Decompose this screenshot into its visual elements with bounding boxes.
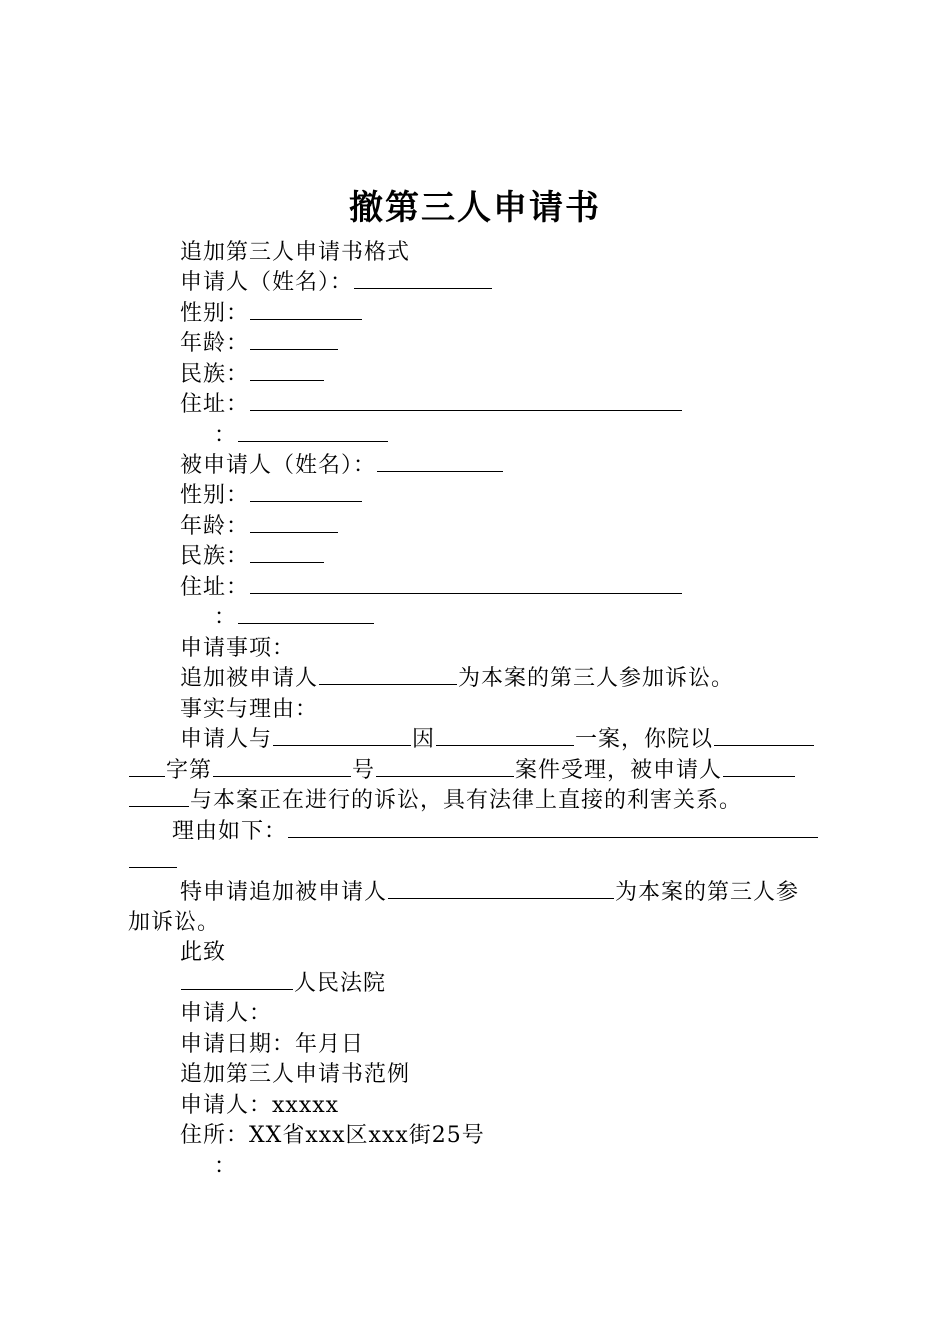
respondent-address-blank xyxy=(250,573,682,594)
example-address: 住所：XX省xxx区xxx街25号 xyxy=(180,1123,485,1148)
reasons-line-2 xyxy=(128,847,178,877)
respondent-extra-colon: ： xyxy=(214,605,238,630)
respondent-name-line xyxy=(180,451,504,481)
facts-text-f: 案件受理，被申请人 xyxy=(515,758,723,783)
respondent-gender-line xyxy=(180,481,363,511)
format-heading: 追加第三人申请书格式 xyxy=(180,240,411,265)
respondent-age-line xyxy=(180,512,339,542)
facts-blank-1 xyxy=(273,725,411,746)
applicant-extra-blank xyxy=(238,421,388,442)
respondent-name-blank xyxy=(377,451,503,472)
reasons-blank-1 xyxy=(288,817,818,838)
request-line xyxy=(180,878,799,908)
reasons-label: 理由如下： xyxy=(172,819,288,844)
matters-text-a: 追加被申请人 xyxy=(180,666,319,691)
facts-text-g: 与本案正在进行的诉讼，具有法律上直接的利害关系。 xyxy=(190,788,743,813)
facts-label: 事实与理由： xyxy=(180,697,319,722)
document-title: 撤第三人申请书 xyxy=(349,188,601,228)
applicant-ethnicity-label: 民族： xyxy=(180,362,250,387)
court-blank xyxy=(181,969,293,990)
request-line-2: 加诉讼。 xyxy=(128,910,221,935)
applicant-name-line xyxy=(180,268,493,298)
matters-text-b: 为本案的第三人参加诉讼。 xyxy=(458,666,735,691)
facts-text-e: 号 xyxy=(352,758,376,783)
applicant-age-blank xyxy=(250,329,338,350)
respondent-gender-label: 性别： xyxy=(180,483,250,508)
applicant-gender-blank xyxy=(250,299,362,320)
request-text-a: 特申请追加被申请人 xyxy=(180,880,388,905)
facts-blank-4 xyxy=(129,756,165,777)
applicant-age-label: 年龄： xyxy=(180,331,250,356)
applicant-name-label: 申请人（姓名）： xyxy=(180,270,354,295)
respondent-extra-line xyxy=(214,603,375,633)
applicant-name-blank xyxy=(354,268,492,289)
respondent-ethnicity-blank xyxy=(250,542,324,563)
applicant-address-blank xyxy=(250,390,682,411)
respondent-extra-blank xyxy=(238,603,374,624)
facts-line-1 xyxy=(180,725,815,755)
applicant-extra-colon: ： xyxy=(214,423,238,448)
respondent-address-label: 住址： xyxy=(180,575,250,600)
court-text: 人民法院 xyxy=(294,971,387,996)
applicant-address-line xyxy=(180,390,683,420)
respondent-ethnicity-label: 民族： xyxy=(180,544,250,569)
facts-text-a: 申请人与 xyxy=(180,727,273,752)
respondent-age-blank xyxy=(250,512,338,533)
facts-blank-8 xyxy=(129,786,189,807)
respondent-age-label: 年龄： xyxy=(180,514,250,539)
applicant-gender-label: 性别： xyxy=(180,301,250,326)
closing-to: 此致 xyxy=(180,940,227,965)
respondent-address-line xyxy=(180,573,683,603)
reasons-line xyxy=(172,817,819,847)
applicant-extra-line xyxy=(214,421,389,451)
applicant-address-label: 住址： xyxy=(180,392,250,417)
facts-text-d: 字第 xyxy=(166,758,213,783)
facts-blank-3 xyxy=(714,725,814,746)
closing-date: 申请日期：年月日 xyxy=(180,1032,365,1057)
facts-line-2 xyxy=(128,756,796,786)
facts-text-c: 一案，你院以 xyxy=(575,727,714,752)
example-colon: ： xyxy=(214,1154,238,1179)
matters-blank xyxy=(319,664,457,685)
closing-applicant: 申请人： xyxy=(180,1001,273,1026)
matters-line xyxy=(180,664,734,694)
request-blank xyxy=(388,878,614,899)
respondent-gender-blank xyxy=(250,481,362,502)
facts-blank-7 xyxy=(723,756,795,777)
court-line xyxy=(180,969,386,999)
request-text-b: 为本案的第三人参 xyxy=(615,880,800,905)
respondent-ethnicity-line xyxy=(180,542,325,572)
applicant-ethnicity-line xyxy=(180,360,325,390)
facts-blank-2 xyxy=(436,725,574,746)
applicant-age-line xyxy=(180,329,339,359)
applicant-ethnicity-blank xyxy=(250,360,324,381)
respondent-name-label: 被申请人（姓名）： xyxy=(180,453,377,478)
applicant-gender-line xyxy=(180,299,363,329)
facts-blank-5 xyxy=(213,756,351,777)
example-applicant: 申请人：xxxxx xyxy=(180,1093,340,1118)
facts-blank-6 xyxy=(376,756,514,777)
matters-label: 申请事项： xyxy=(180,636,296,661)
example-heading: 追加第三人申请书范例 xyxy=(180,1062,411,1087)
reasons-blank-2 xyxy=(129,847,177,868)
facts-line-3 xyxy=(128,786,742,816)
facts-text-b: 因 xyxy=(412,727,436,752)
